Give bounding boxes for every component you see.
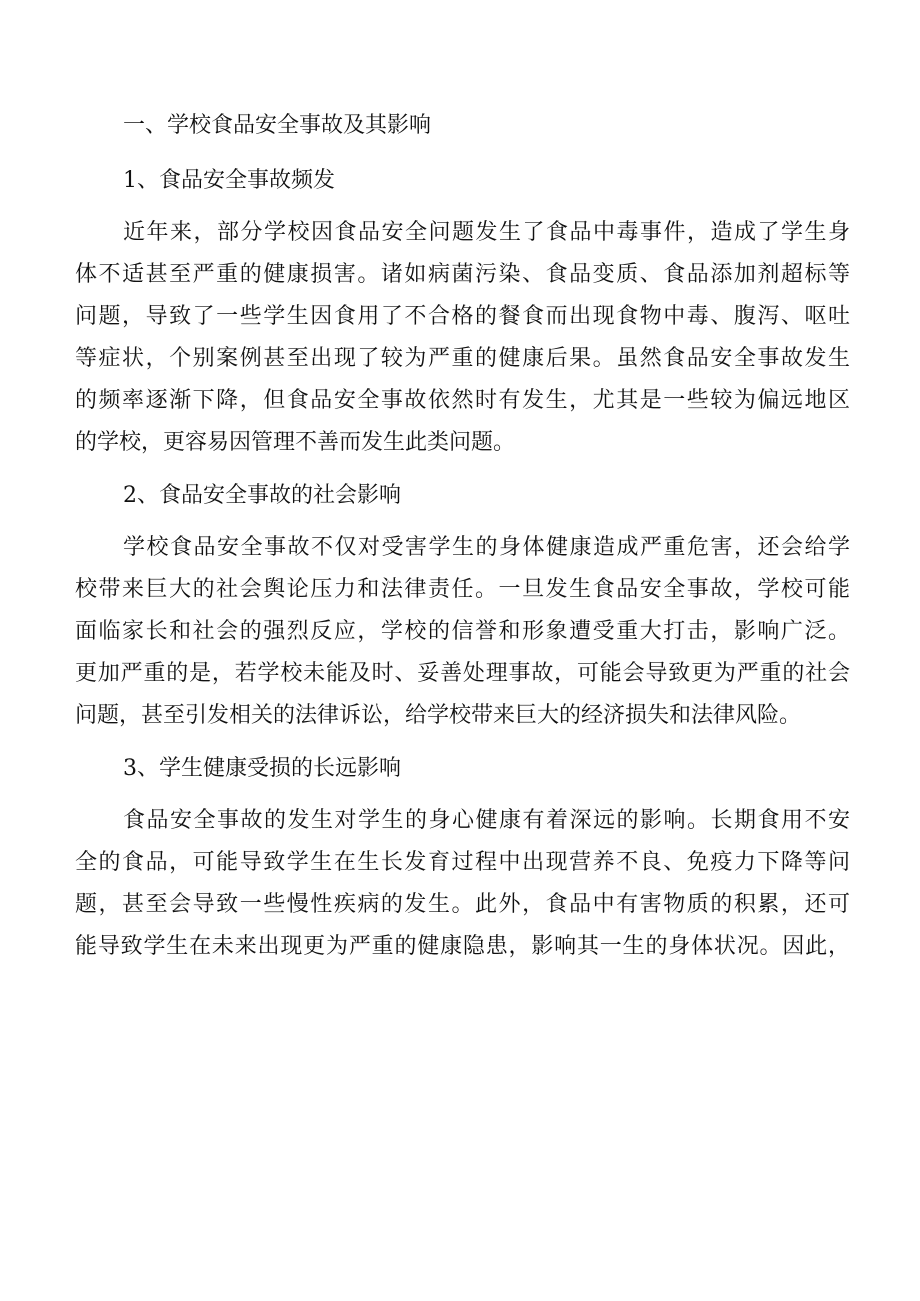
document-body	[75, 102, 850, 976]
paragraph-line: 面临家长和社会的强烈反应，学校的信誉和形象遭受重大打击，影响广泛。	[75, 619, 850, 644]
paragraph-line: 食品安全事故的发生对学生的身心健康有着深远的影响。长期食用不安	[123, 808, 850, 833]
paragraph-line: 全的食品，可能导致学生在生长发育过程中出现营养不良、免疫力下降等问	[75, 850, 850, 875]
paragraph-line: 近年来，部分学校因食品安全问题发生了食品中毒事件，造成了学生身	[123, 220, 850, 245]
paragraph-line: 题，甚至会导致一些慢性疾病的发生。此外，食品中有害物质的积累，还可	[75, 892, 850, 917]
paragraph-line: 更加严重的是，若学校未能及时、妥善处理事故，可能会导致更为严重的社会	[75, 661, 850, 686]
section-heading-2: 2、食品安全事故的社会影响	[123, 483, 401, 508]
section-paragraph-1	[75, 212, 850, 464]
paragraph-line: 学校食品安全事故不仅对受害学生的身体健康造成严重危害，还会给学	[123, 535, 850, 560]
paragraph-line: 问题，甚至引发相关的法律诉讼，给学校带来巨大的经济损失和法律风险。	[75, 703, 802, 728]
paragraph-line: 体不适甚至严重的健康损害。诸如病菌污染、食品变质、食品添加剂超标等	[75, 262, 850, 287]
section-paragraph-2	[75, 527, 850, 737]
paragraph-line: 的频率逐渐下降，但食品安全事故依然时有发生，尤其是一些较为偏远地区	[75, 388, 850, 413]
paragraph-line: 等症状，个别案例甚至出现了较为严重的健康后果。虽然食品安全事故发生	[75, 346, 850, 371]
section-heading-1: 1、食品安全事故频发	[123, 168, 335, 193]
paragraph-line: 校带来巨大的社会舆论压力和法律责任。一旦发生食品安全事故，学校可能	[75, 577, 850, 602]
section-paragraph-3	[75, 800, 850, 968]
main-heading: 一、学校食品安全事故及其影响	[123, 113, 432, 138]
paragraph-line: 能导致学生在未来出现更为严重的健康隐患，影响其一生的身体状况。因此，	[75, 934, 850, 959]
paragraph-line: 的学校，更容易因管理不善而发生此类问题。	[75, 430, 516, 455]
section-heading-3: 3、学生健康受损的长远影响	[123, 756, 401, 781]
paragraph-line: 问题，导致了一些学生因食用了不合格的餐食而出现食物中毒、腹泻、呕吐	[75, 304, 850, 329]
